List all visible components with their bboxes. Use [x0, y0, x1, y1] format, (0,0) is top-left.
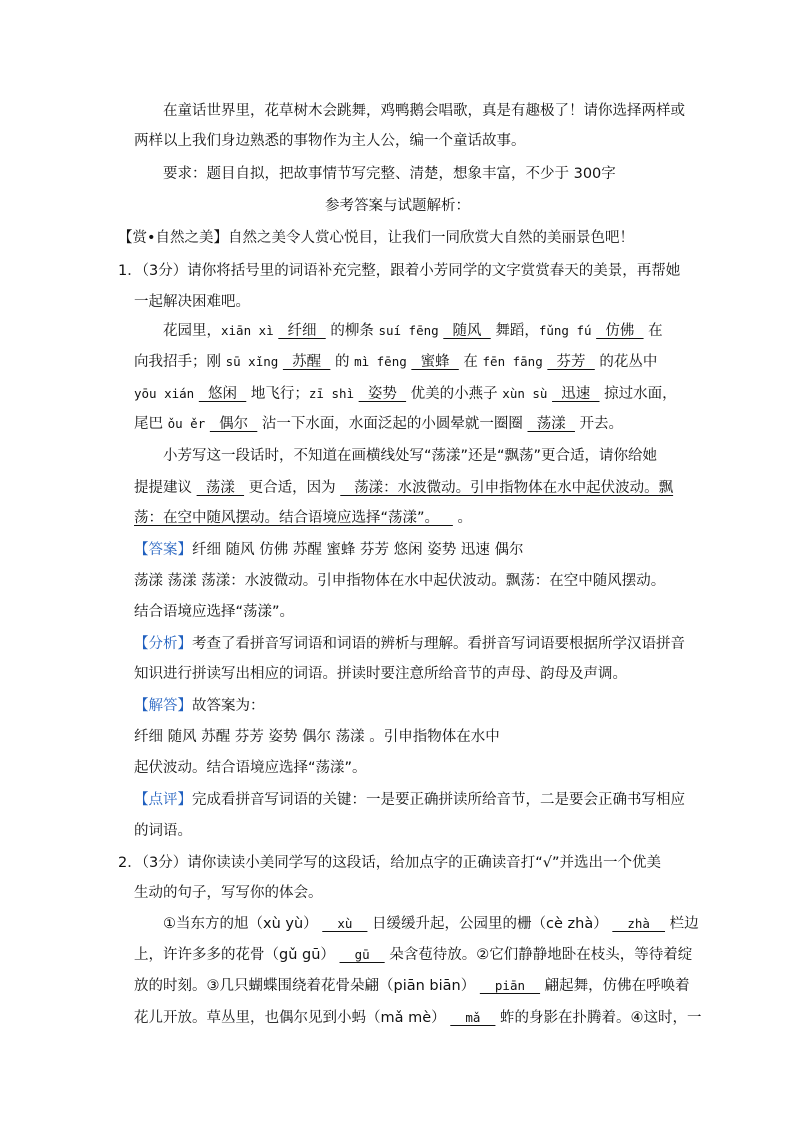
answer-blank: 姿势 — [358, 386, 407, 402]
answer-text: 纤细 随风 仿佛 苏醒 蜜蜂 芬芳 悠闲 姿势 迅速 偶尔 — [192, 542, 524, 558]
answer-blank: gū — [339, 947, 385, 962]
q1-analysis-line-1 — [134, 634, 685, 654]
text: 。 — [452, 510, 472, 526]
intro-requirement: 要求：题目自拟，把故事情节写完整、清楚，想象丰富，不少于 300字 — [163, 166, 616, 182]
answer-blank: mǎ — [450, 1010, 496, 1025]
q1-passage-line-3 — [134, 384, 677, 404]
text: 地飞行； — [246, 386, 309, 402]
text: 的柳条 — [325, 323, 379, 339]
answer-blank: 荡漾 — [196, 480, 245, 496]
q1-passage-line-7 — [134, 508, 472, 528]
text: 在 — [458, 354, 483, 370]
answer-blank: 荡漾：水波微动。引申指物体在水中起伏波动。飘 — [340, 480, 674, 496]
text: 朵含苞待放。②它们静静地卧在枝头，等待着绽 — [384, 947, 693, 963]
text: 在 — [643, 323, 663, 339]
answer-blank: 纤细 — [278, 323, 326, 339]
pinyin: fēn fāng — [482, 354, 543, 369]
text: 提提建议 — [134, 480, 197, 496]
text: 沾一下水面，水面泛起的小圆晕就一圈圈 — [257, 416, 528, 432]
pinyin: xiān xì — [221, 323, 274, 338]
answer-blank: 迅速 — [552, 386, 600, 402]
q1-solve-line-3: 起伏波动。结合语境应选择“荡漾”。 — [134, 760, 367, 776]
analysis-tag: 【分析】 — [134, 636, 192, 652]
answer-blank: 荡：在空中随风摆动。结合语境应选择“荡漾”。 — [134, 510, 453, 526]
text: 花儿开放。草丛里，也偶尔见到小蚂（mǎ mè） — [134, 1010, 451, 1026]
answer-blank: 苏醒 — [282, 354, 331, 370]
answer-blank: 荡漾 — [527, 416, 575, 432]
text: 掠过水面， — [599, 386, 677, 402]
text: 栏边 — [665, 916, 699, 932]
text: 的 — [330, 354, 355, 370]
text: 蚱的身影在扑腾着。④这时，一 — [495, 1010, 702, 1026]
text: 尾巴 — [134, 416, 168, 432]
pinyin: xùn sù — [502, 386, 548, 401]
q1-passage-line-4 — [134, 414, 623, 434]
q1-answer-line-1 — [134, 540, 523, 560]
text: 放的时刻。③几只蝴蝶围绕着花骨朵翩（piān biān） — [134, 978, 480, 994]
text: 开去。 — [574, 416, 624, 432]
q2-passage-line-2 — [134, 945, 692, 965]
text: 优美的小燕子 — [406, 386, 503, 402]
answer-blank: 随风 — [443, 323, 491, 339]
pinyin: ǒu ěr — [167, 416, 206, 431]
q2-passage-line-4 — [134, 1008, 702, 1028]
q2-stem-line-2: 生动的句子，写写你的体会。 — [134, 885, 323, 901]
answer-blank: 仿佛 — [596, 323, 644, 339]
answer-blank: 芬芳 — [547, 354, 595, 370]
pinyin: sū xǐng — [225, 354, 279, 369]
q1-passage-line-1 — [163, 321, 663, 341]
solve-tag: 【解答】 — [134, 698, 192, 714]
text: 舞蹈， — [490, 323, 539, 339]
text: 翩起舞，仿佛在呼唤着 — [540, 978, 690, 994]
q1-stem-line-1: 1．（3分）请你将括号里的词语补充完整，跟着小芳同学的文字赏赏春天的美景，再帮她 — [118, 263, 681, 279]
pinyin: yōu xián — [134, 386, 195, 401]
intro-line-1: 在童话世界里，花草树木会跳舞，鸡鸭鹅会唱歌，真是有趣极了！请你选择两样或 — [163, 103, 685, 119]
q1-analysis-line-2: 知识进行拼读写出相应的词语。拼读时要注意所给音节的声母、韵母及声调。 — [134, 666, 627, 682]
text: 上，许许多多的花骨（gǔ gū） — [134, 947, 340, 963]
answer-tag: 【答案】 — [134, 542, 192, 558]
q1-solve-line-2: 纤细 随风 苏醒 芬芳 姿势 偶尔 荡漾 。引申指物体在水中 — [134, 729, 500, 745]
q1-passage-line-2 — [134, 352, 657, 372]
q2-passage-line-1 — [163, 914, 699, 934]
q1-answer-line-2: 荡漾 荡漾 荡漾：水波微动。引申指物体在水中起伏波动。飘荡：在空中随风摆动。 — [134, 573, 666, 589]
answer-blank: 蜜蜂 — [411, 354, 459, 370]
q1-answer-line-3: 结合语境应选择“荡漾”。 — [134, 604, 295, 620]
answer-blank: piān — [479, 978, 541, 993]
pinyin: mì fēng — [354, 354, 407, 369]
solve-text: 故答案为： — [192, 698, 265, 714]
text: 的花丛中 — [594, 354, 658, 370]
analysis-text: 考查了看拼音写词语和词语的辨析与理解。看拼音写词语要根据所学汉语拼音 — [192, 636, 685, 652]
answer-blank: 偶尔 — [209, 416, 258, 432]
section-title: 【赏•自然之美】自然之美令人赏心悦目，让我们一同欣赏大自然的美丽景色吧！ — [118, 230, 635, 246]
answer-blank: zhà — [612, 916, 666, 931]
pinyin: zī shì — [308, 386, 355, 401]
pinyin: suí fēng — [378, 323, 439, 338]
comment-tag: 【点评】 — [134, 792, 192, 808]
pinyin: fǔng fú — [538, 323, 592, 338]
q1-passage-line-5: 小芳写这一段话时，不知道在画横线处写“荡漾”还是“飘荡”更合适，请你给她 — [163, 448, 658, 464]
text: 更合适，因为 — [244, 480, 341, 496]
text: 花园里， — [163, 323, 221, 339]
q1-comment-line-1 — [134, 790, 685, 810]
q1-stem-line-2: 一起解决困难吧。 — [134, 294, 250, 310]
q1-solve-line-1 — [134, 696, 265, 716]
comment-text: 完成看拼音写词语的关键：一是要正确拼读所给音节，二是要会正确书写相应 — [192, 792, 685, 808]
reference-heading: 参考答案与试题解析： — [325, 198, 470, 214]
q1-passage-line-6 — [134, 478, 673, 498]
q1-comment-line-2: 的词语。 — [134, 823, 192, 839]
text: ①当东方的旭（xù yù） — [163, 916, 323, 932]
q2-passage-line-3 — [134, 976, 690, 996]
intro-line-2: 两样以上我们身边熟悉的事物作为主人公，编一个童话故事。 — [134, 133, 526, 149]
answer-blank: 悠闲 — [198, 386, 247, 402]
text: 向我招手；刚 — [134, 354, 226, 370]
q2-stem-line-1: 2．（3分）请你读读小美同学写的这段话，给加点字的正确读音打“√”并选出一个优美 — [118, 855, 661, 871]
answer-blank: xù — [322, 916, 368, 931]
text: 日缓缓升起，公园里的栅（cè zhà） — [367, 916, 613, 932]
